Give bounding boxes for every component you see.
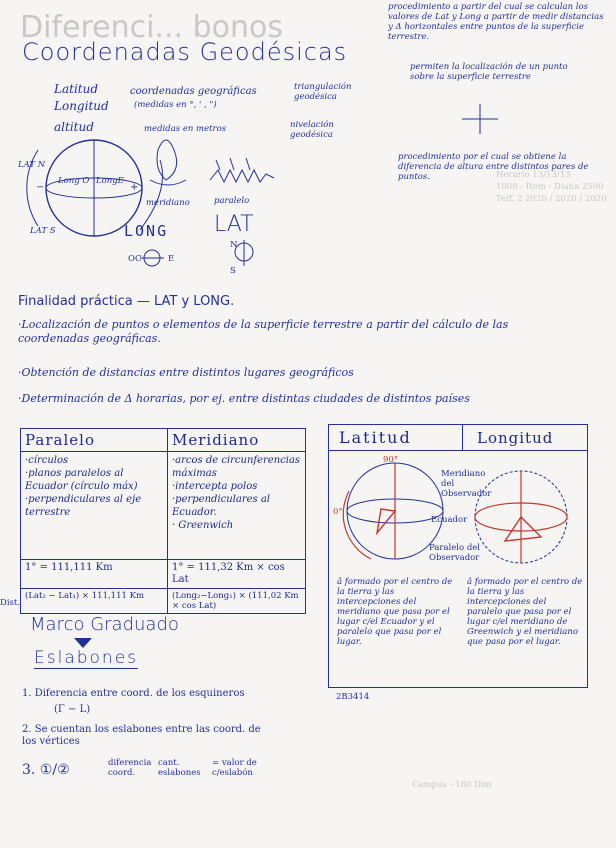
finalidad-heading: Finalidad práctica — LAT y LONG. — [18, 294, 235, 309]
globe-long-o: Long O — [58, 176, 90, 186]
marco-title: Marco Graduado — [30, 614, 179, 635]
col-paralelo: Paralelo — [21, 429, 168, 452]
dist-label: Dist. — [0, 598, 21, 608]
paralelo-item: ·círculos — [25, 455, 69, 466]
marco-step-3: 3. ①/② — [22, 762, 70, 778]
note-leveling: procedimiento por el cual se obtiene la diferencia de altura entre distintos pares de puntos. — [398, 152, 589, 182]
lbl-paralelo: Paralelo del Observador — [429, 543, 481, 563]
dist-paralelo: (Lat₂ − Lat₁) × 111,111 Km — [21, 589, 168, 614]
lat-0-label: 0° — [333, 507, 343, 517]
lat-90-label: 90° — [383, 455, 399, 465]
ghost-text-4: Campus - 180 Dim — [412, 780, 492, 790]
globe-lat-s: LAT S — [30, 226, 56, 236]
long-description: â formado por el centro de la tierra y las intercepciones del paralelo que pasa por el lugar c/el meridiano de Greenwich y el meridiano que pasa por el lugar. — [467, 577, 583, 647]
globe-n: N — [230, 240, 238, 250]
globe-plus: + — [130, 182, 139, 193]
lat-description: â formado por el centro de la tierra y las intercepciones del meridiano que pasa por el lugar c/el Ecuador y el paralelo que pasa por el lugar. — [337, 577, 453, 647]
finalidad-item-3: ·Determinación de Δ horarias, por ej. entre distintas ciudades de distintos países — [18, 392, 470, 405]
long-header: Longitud — [463, 425, 587, 451]
globe-minus: − — [36, 182, 45, 193]
lat-header: Latitud — [329, 425, 463, 451]
paralelo-item: ·planos paralelos al Ecuador (círculo máx) — [25, 468, 138, 492]
dist-meridiano: (Long₂−Long₁) × (111,02 Km × cos Lat) — [168, 589, 306, 614]
paralelo-formula: 1° = 111,111 Km — [21, 560, 168, 589]
triangulacion: triangulación geodésica — [294, 82, 352, 102]
col-meridiano: Meridiano — [168, 429, 306, 452]
paralelo-cell — [21, 452, 168, 560]
long-big: LONG — [124, 222, 169, 240]
altitud-label: altitud — [54, 120, 94, 134]
ghost-text-3: Telf. 2 2020 / 2020 / 2020 — [496, 194, 607, 204]
note-localization: permiten la localización de un punto sobre la superficie terrestre — [410, 62, 568, 82]
paralelo-label: paralelo — [214, 196, 250, 206]
paralelo-meridiano-table — [20, 428, 306, 614]
lat-long-box — [328, 424, 588, 688]
meridiano-cell — [168, 452, 306, 560]
meridiano-label: meridiano — [146, 198, 190, 208]
step3-valor: = valor de c/eslabón — [212, 758, 257, 778]
coords-units: (medidas en °, ' , ") — [134, 100, 217, 110]
ghost-title: Diferenci... bonos — [20, 10, 283, 45]
marco-step-1: 1. Diferencia entre coord. de los esquineros — [22, 688, 245, 699]
meridiano-item: ·perpendiculares al Ecuador. — [172, 494, 271, 518]
nivelacion: nivelación geodésica — [290, 120, 334, 140]
code-label: 2B3414 — [336, 692, 370, 702]
meridiano-item: ·intercepta polos — [172, 481, 258, 492]
globe-e: E — [168, 254, 175, 264]
finalidad-item-2: ·Obtención de distancias entre distintos lugares geográficos — [18, 366, 354, 379]
note-triangulation: procedimiento a partir del cual se calculan los valores de Lat y Long a partir de medir distancias y Δ horizontales entre puntos de la superficie terrestre. — [388, 2, 604, 42]
marco-step-1b: (Γ − L) — [54, 704, 91, 715]
step3-eslabones: cant. eslabones — [158, 758, 201, 778]
alt-desc: medidas en metros — [144, 124, 227, 134]
marco-step-2: 2. Se cuentan los eslabones entre las coord. de los vértices — [22, 724, 261, 747]
lat-big: LAT — [214, 212, 254, 237]
globe-long-e: LongE — [96, 176, 124, 186]
crosshair-icon — [462, 104, 498, 134]
globe-oc: OC — [128, 254, 142, 264]
lbl-ecuador: Ecuador — [431, 515, 468, 525]
ghost-text-1: Horario 13/13/13 — [496, 170, 571, 180]
lbl-meridiano: Meridiano del Observador — [441, 469, 492, 499]
step3-diferencia: diferencia coord. — [108, 758, 152, 778]
meridiano-formula: 1° = 111,32 Km × cos Lat — [168, 560, 306, 589]
paralelo-item: ·perpendiculares al eje terrestre — [25, 494, 142, 518]
globe-lat-n: LAT N — [18, 160, 46, 170]
globe-s: S — [230, 266, 236, 276]
longitud-label: Longitud — [54, 99, 109, 113]
eslabones-subtitle: Eslabones — [34, 648, 139, 668]
coords-geograficas: coordenadas geográficas — [130, 86, 257, 97]
latitud-label: Latitud — [54, 82, 99, 96]
meridiano-item: ·arcos de circunferencias máximas — [172, 455, 301, 479]
meridiano-item: · Greenwich — [172, 520, 234, 531]
finalidad-item-1: ·Localización de puntos o elementos de la superficie terrestre a partir del cálculo de las coordenadas geográficas. — [18, 318, 509, 345]
ghost-text-2: 1000 - Ítem - Diana 2500 — [496, 182, 604, 192]
page-title: Coordenadas Geodésicas — [22, 38, 348, 66]
